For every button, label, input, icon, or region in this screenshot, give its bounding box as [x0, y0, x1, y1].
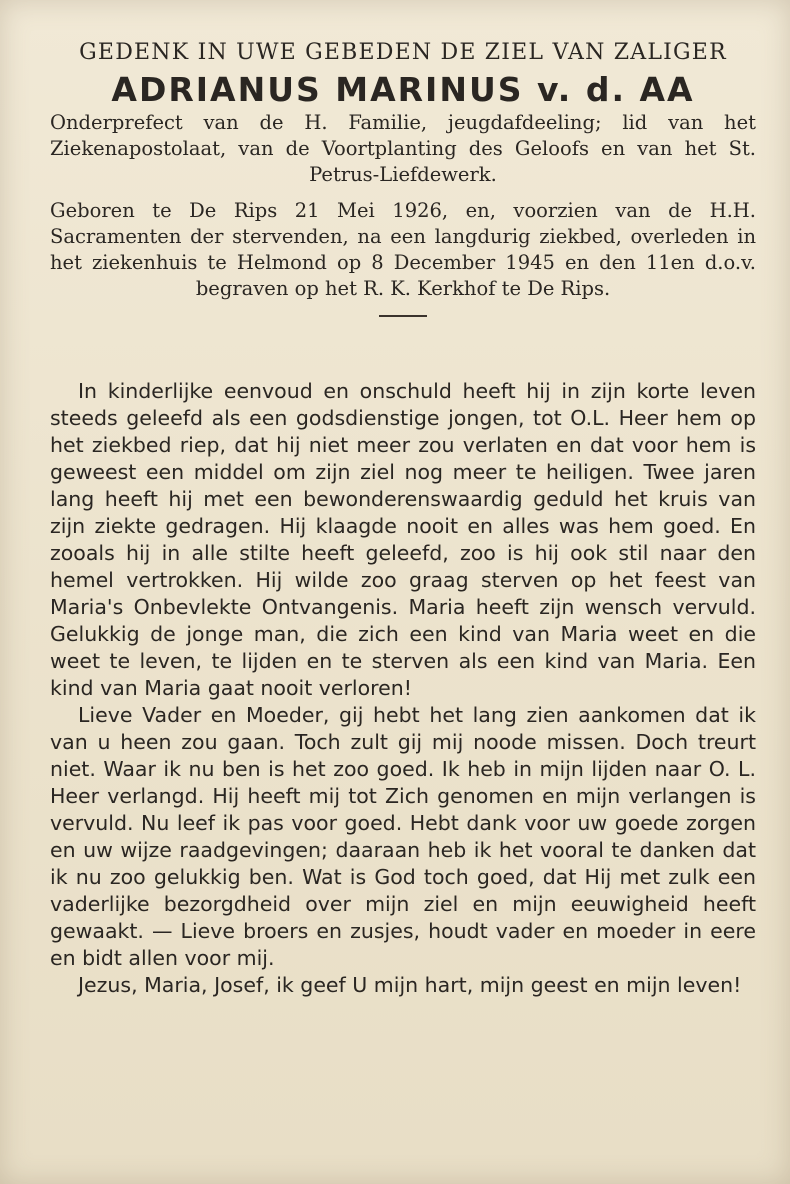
divider — [379, 315, 427, 317]
affiliations-text: Onderprefect van de H. Familie, jeugdafdeeling; lid van het Ziekenapostolaat, van de Voortplanting des Geloofs en van het St. Petrus-Liefdewerk. — [50, 111, 756, 186]
card-header — [50, 36, 756, 317]
body-paragraph: Jezus, Maria, Josef, ik geef U mijn hart, mijn geest en mijn leven! — [78, 973, 742, 997]
card-heading: GEDENK IN UWE GEBEDEN DE ZIEL VAN ZALIGER — [79, 40, 727, 65]
deceased-name: ADRIANUS MARINUS v. d. AA — [111, 70, 695, 109]
birth-death-text: Geboren te De Rips 21 Mei 1926, en, voorzien van de H.H. Sacramenten der stervenden, na een langdurig ziekbed, overleden in het ziekenhuis te Helmond op 8 December 1945 en den 11en d.o.v. begraven op het R. K. Kerkhof te De Rips. — [50, 199, 756, 300]
card-body — [50, 378, 756, 999]
body-paragraph: Lieve Vader en Moeder, gij hebt het lang zien aankomen dat ik van u heen zou gaan. Toch zult gij mij noode missen. Doch treurt niet. Waar ik nu ben is het zoo goed. Ik heb in mijn lijden naar O. L. Heer verlangd. Hij heeft mij tot Zich genomen en mijn verlangen is vervuld. Nu leef ik pas voor goed. Hebt dank voor uw goede zorgen en uw wijze raadgevingen; daaraan heb ik het vooral te danken dat ik nu zoo gelukkig ben. Wat is God toch goed, dat Hij met zulk een vaderlijke bezorgdheid over mijn ziel en mijn eeuwigheid heeft gewaakt. — Lieve broers en zusjes, houdt vader en moeder in eere en bidt allen voor mij. — [50, 703, 756, 970]
body-paragraph: In kinderlijke eenvoud en onschuld heeft hij in zijn korte leven steeds geleefd als een godsdienstige jongen, tot O.L. Heer hem op het ziekbed riep, dat hij niet meer zou verlaten en dat voor hem is geweest een middel om zijn ziel nog meer te heiligen. Twee jaren lang heeft hij met een bewonderenswaardig geduld het kruis van zijn ziekte gedragen. Hij klaagde nooit en alles was hem goed. En zooals hij in alle stilte heeft geleefd, zoo is hij ook stil naar den hemel vertrokken. Hij wilde zoo graag sterven op het feest van Maria's Onbevlekte Ontvangenis. Maria heeft zijn wensch vervuld. Gelukkig de jonge man, die zich een kind van Maria weet en die weet te leven, te lijden en te sterven als een kind van Maria. Een kind van Maria gaat nooit verloren! — [50, 379, 756, 700]
